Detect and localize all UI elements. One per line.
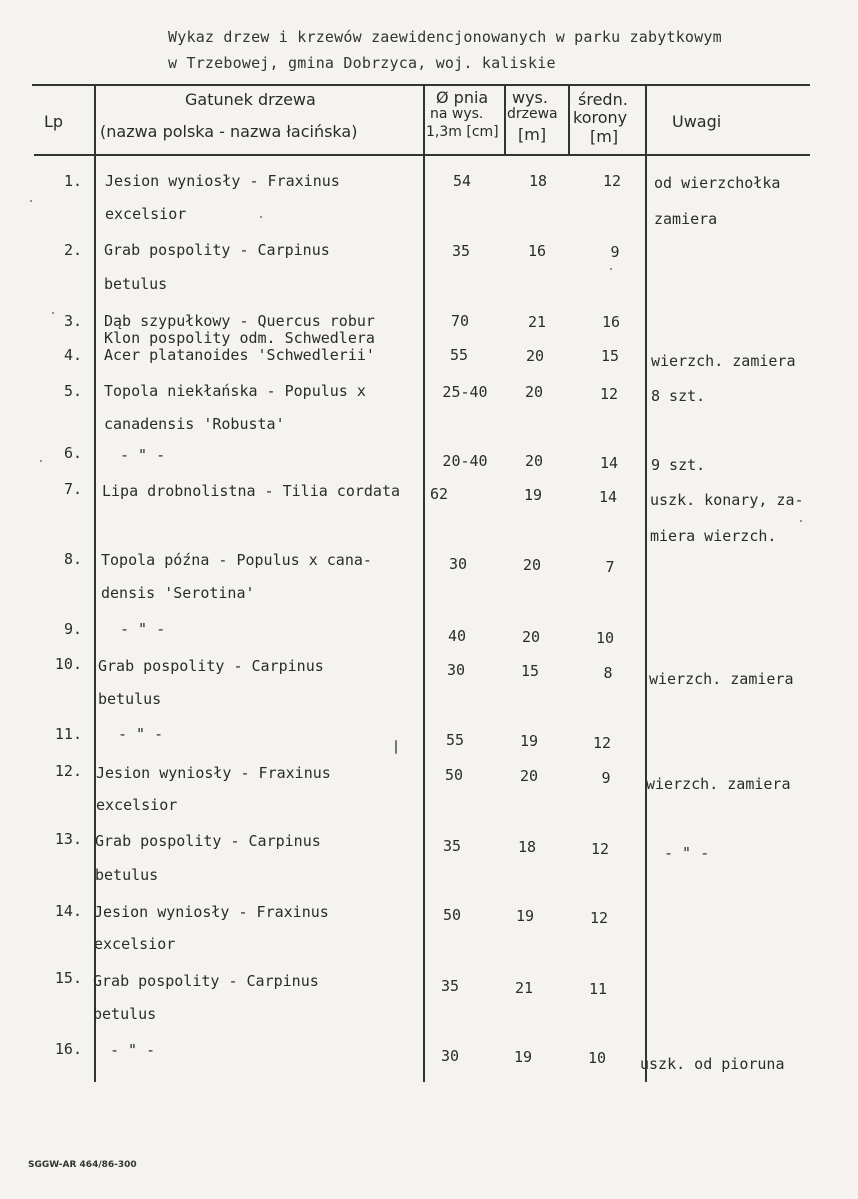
row-species: Grab pospolity - Carpinus xyxy=(95,832,321,850)
header-lp: Lp xyxy=(44,112,64,131)
row-height: 19 xyxy=(523,486,543,504)
row-lp: 10. xyxy=(54,655,82,673)
column-divider-height xyxy=(568,84,570,154)
row-species: Topola późna - Populus x cana- xyxy=(101,551,372,569)
row-diameter: 50 xyxy=(442,906,462,924)
column-divider-species xyxy=(423,84,425,1082)
row-crown: 12 xyxy=(592,734,612,752)
row-note: - " - xyxy=(664,844,710,862)
row-diameter: 35 xyxy=(451,242,471,260)
row-lp: 5. xyxy=(63,382,82,400)
document-title-line1: Wykaz drzew i krzewów zaewidencjonowanych w parku zabytkowym xyxy=(168,28,722,46)
row-crown: 15 xyxy=(600,347,620,365)
row-diameter: 62 xyxy=(430,485,449,503)
row-species-cont: canadensis 'Robusta' xyxy=(104,415,285,433)
row-diameter: 40 xyxy=(447,627,467,645)
header-height-line1: wys. xyxy=(512,88,548,107)
row-note: wierzch. zamiera xyxy=(646,775,791,793)
row-height: 19 xyxy=(519,732,539,750)
table-top-rule xyxy=(32,84,810,86)
column-divider-diameter xyxy=(504,84,506,154)
row-crown: 9 xyxy=(610,243,620,261)
row-lp: 16. xyxy=(54,1040,82,1058)
row-height: 15 xyxy=(520,662,540,680)
header-diameter-line1: Ø pnia xyxy=(436,88,489,107)
row-crown: 14 xyxy=(598,488,618,506)
row-lp: 14. xyxy=(54,902,82,920)
row-diameter: 25-40 xyxy=(442,383,488,401)
scan-speck xyxy=(800,520,802,522)
row-diameter: 35 xyxy=(440,977,460,995)
row-lp: 3. xyxy=(63,312,82,330)
scan-speck xyxy=(30,200,32,202)
column-divider-lp xyxy=(94,84,96,1082)
row-crown: 14 xyxy=(599,454,619,472)
row-height: 20 xyxy=(524,452,544,470)
row-diameter: 50 xyxy=(444,766,464,784)
row-crown: 16 xyxy=(601,313,621,331)
row-height: 20 xyxy=(519,767,539,785)
row-lp: 2. xyxy=(63,241,82,259)
row-lp: 7. xyxy=(63,480,82,498)
row-diameter: 55 xyxy=(445,731,465,749)
row-diameter: 35 xyxy=(442,837,462,855)
row-species-cont: Acer platanoides 'Schwedlerii' xyxy=(104,346,375,364)
row-height: 19 xyxy=(515,907,535,925)
row-diameter: 54 xyxy=(452,172,472,190)
header-diameter-line3: 1,3m [cm] xyxy=(426,124,499,140)
row-crown: 10 xyxy=(587,1049,607,1067)
row-crown: 12 xyxy=(589,909,609,927)
row-lp: 15. xyxy=(54,969,82,987)
row-height: 20 xyxy=(524,383,544,401)
row-species: Grab pospolity - Carpinus xyxy=(98,657,324,675)
row-height: 21 xyxy=(514,979,534,997)
row-lp: 8. xyxy=(63,550,82,568)
row-height: 20 xyxy=(525,347,545,365)
row-lp: 4. xyxy=(63,346,82,364)
row-crown: 12 xyxy=(599,385,619,403)
row-height: 18 xyxy=(517,838,537,856)
row-lp: 11. xyxy=(54,725,82,743)
header-crown-line3: [m] xyxy=(590,127,619,146)
row-diameter: 30 xyxy=(446,661,466,679)
row-height: 21 xyxy=(527,313,547,331)
document-title-line2: w Trzebowej, gmina Dobrzyca, woj. kaliskie xyxy=(168,54,556,72)
row-note: uszk. konary, za- xyxy=(650,491,804,509)
row-crown: 12 xyxy=(602,172,622,190)
row-diameter: 70 xyxy=(450,312,470,330)
row-species: Lipa drobnolistna - Tilia cordata xyxy=(102,482,401,500)
scan-speck xyxy=(40,460,42,462)
header-diameter-line2: na wys. xyxy=(430,106,484,122)
row-note-cont: miera wierzch. xyxy=(650,527,777,545)
header-notes: Uwagi xyxy=(672,112,722,131)
row-note: wierzch. zamiera xyxy=(651,352,796,370)
form-code: SGGW-AR 464/86-300 xyxy=(28,1160,137,1170)
row-species: Jesion wyniosły - Fraxinus xyxy=(94,903,329,921)
header-species-line1: Gatunek drzewa xyxy=(185,90,316,109)
row-species: - " - xyxy=(118,725,164,743)
row-note: 9 szt. xyxy=(651,456,706,474)
row-species: Jesion wyniosły - Fraxinus xyxy=(105,172,340,190)
row-species-cont: excelsior xyxy=(105,205,187,223)
row-species: Grab pospolity - Carpinus xyxy=(104,241,330,259)
row-note: od wierzchołka xyxy=(654,174,781,192)
row-note-cont: zamiera xyxy=(654,210,718,228)
row-height: 16 xyxy=(527,242,547,260)
row-diameter: 20-40 xyxy=(442,452,488,470)
header-species-line2: (nazwa polska - nazwa łacińska) xyxy=(100,122,358,141)
row-species: Klon pospolity odm. Schwedlera xyxy=(104,329,375,347)
row-lp: 9. xyxy=(63,620,82,638)
row-lp: 1. xyxy=(63,172,82,190)
row-diameter: 30 xyxy=(448,555,468,573)
scan-mark xyxy=(395,740,397,754)
row-lp: 6. xyxy=(63,444,82,462)
row-species-cont: betulus xyxy=(95,866,159,884)
row-species: Topola niekłańska - Populus x xyxy=(104,382,366,400)
row-height: 19 xyxy=(513,1048,533,1066)
row-species-cont: excelsior xyxy=(96,796,178,814)
row-species: Dąb szypułkowy - Quercus robur xyxy=(104,312,375,330)
row-diameter: 30 xyxy=(440,1047,460,1065)
scan-speck xyxy=(52,312,54,314)
row-species-cont: betulus xyxy=(98,690,162,708)
row-species: - " - xyxy=(120,446,166,464)
row-species: - " - xyxy=(120,620,166,638)
row-species-cont: excelsior xyxy=(94,935,176,953)
header-height-line2: drzewa xyxy=(507,106,558,122)
row-species-cont: betulus xyxy=(93,1005,157,1023)
row-species-cont: betulus xyxy=(104,275,168,293)
row-crown: 9 xyxy=(601,769,611,787)
row-crown: 7 xyxy=(605,558,615,576)
row-species: Jesion wyniosły - Fraxinus xyxy=(96,764,331,782)
row-note: 8 szt. xyxy=(651,387,706,405)
row-lp: 12. xyxy=(54,762,82,780)
row-lp: 13. xyxy=(54,830,82,848)
table-header-rule xyxy=(34,154,810,156)
scan-speck xyxy=(610,268,612,270)
column-divider-crown xyxy=(645,84,647,1082)
row-height: 18 xyxy=(528,172,548,190)
row-note: uszk. od pioruna xyxy=(640,1055,785,1073)
row-note: wierzch. zamiera xyxy=(649,670,794,688)
row-species: - " - xyxy=(110,1041,156,1059)
row-crown: 12 xyxy=(590,840,610,858)
row-species-cont: densis 'Serotina' xyxy=(101,584,255,602)
row-crown: 8 xyxy=(603,664,613,682)
header-crown-line2: korony xyxy=(573,108,628,127)
row-crown: 10 xyxy=(595,629,615,647)
header-height-line3: [m] xyxy=(518,125,547,144)
row-height: 20 xyxy=(522,556,542,574)
row-crown: 11 xyxy=(588,980,608,998)
header-crown-line1: średn. xyxy=(578,90,628,109)
scan-speck xyxy=(260,216,262,218)
row-species: Grab pospolity - Carpinus xyxy=(93,972,319,990)
row-diameter: 55 xyxy=(449,346,469,364)
row-height: 20 xyxy=(521,628,541,646)
